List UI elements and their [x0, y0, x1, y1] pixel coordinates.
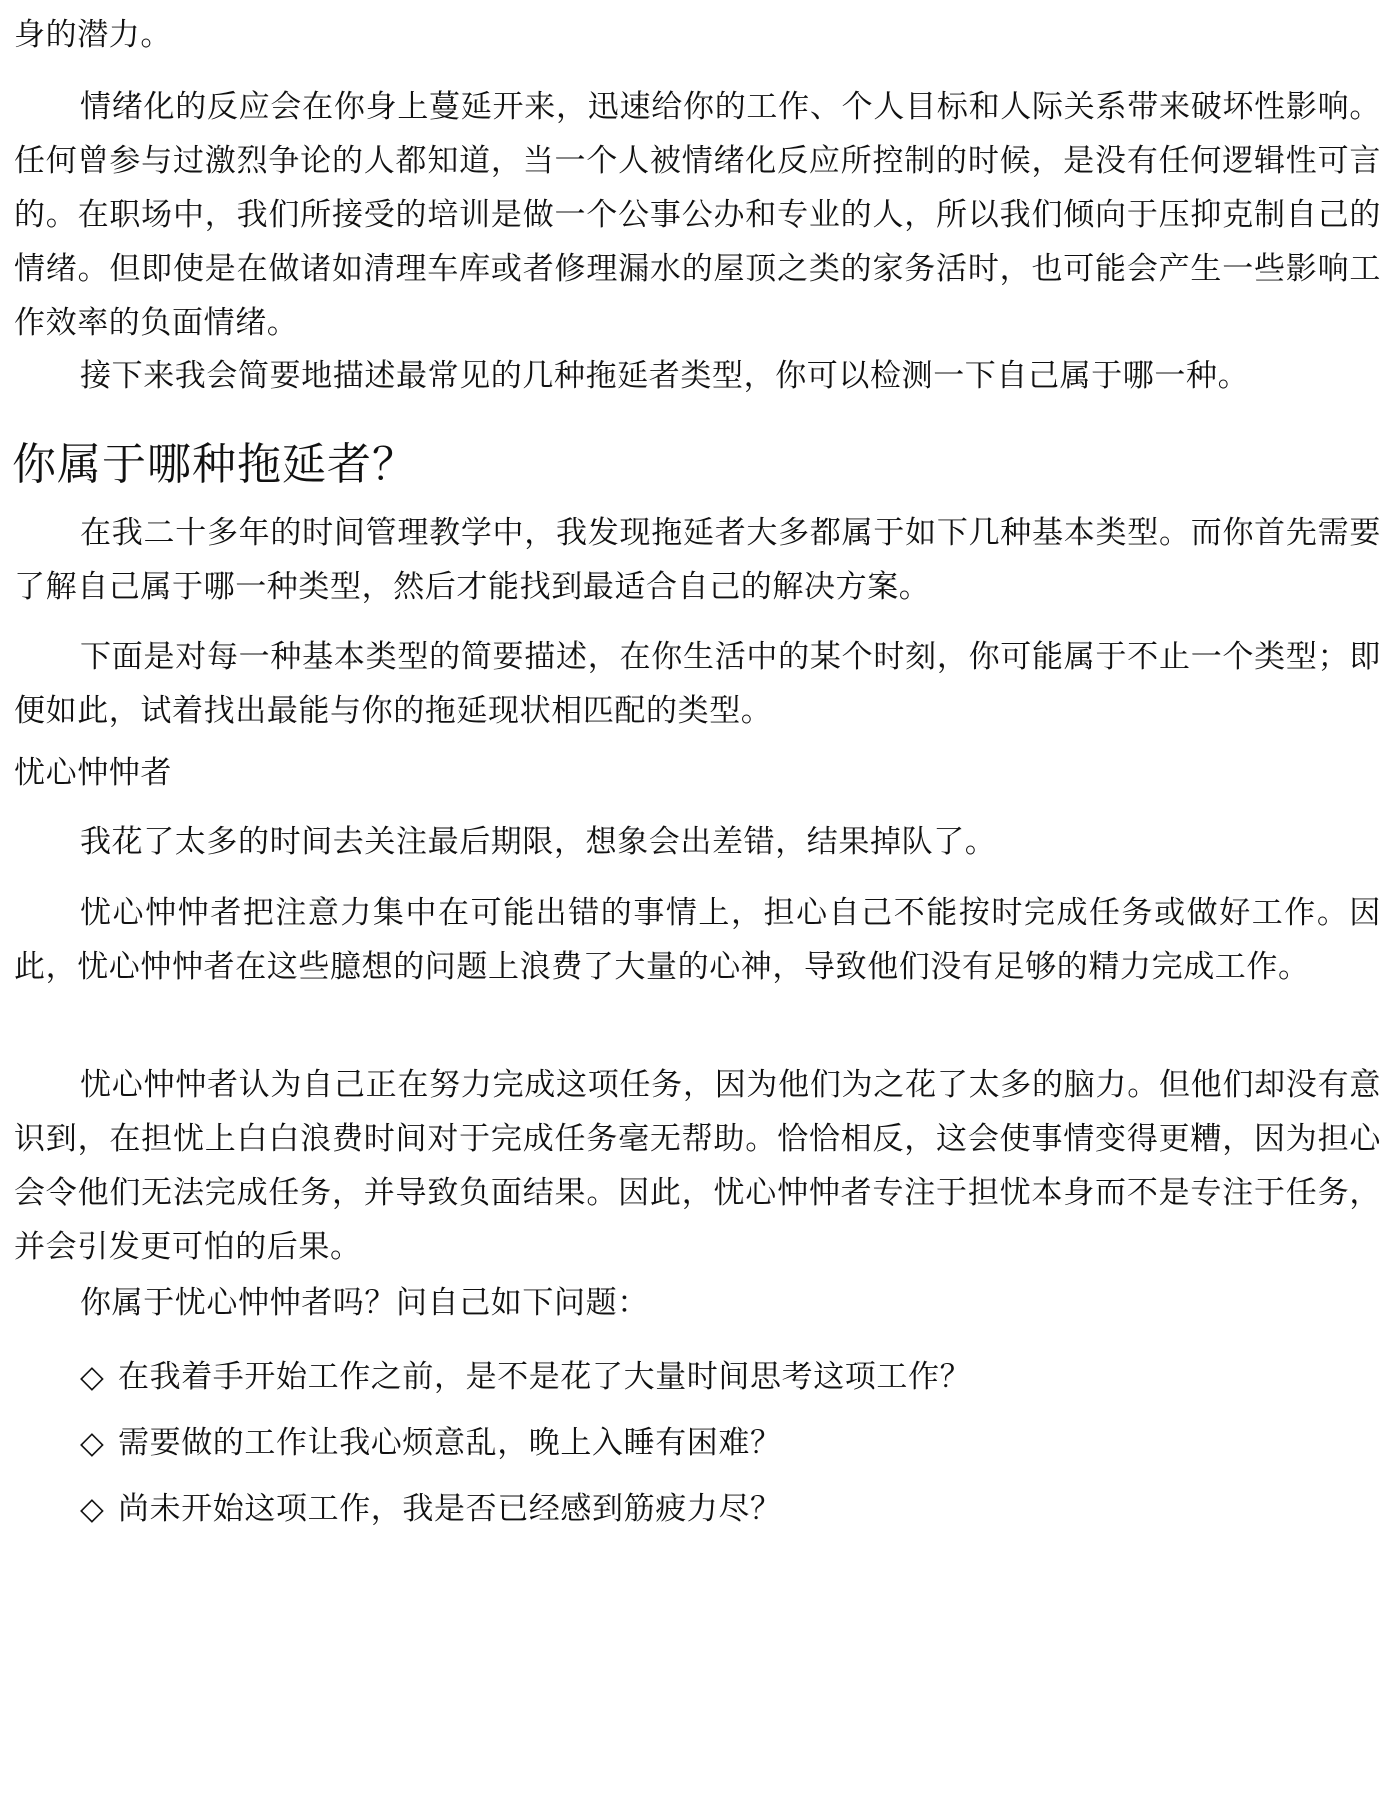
paragraph-type-description: 下面是对每一种基本类型的简要描述，在你生活中的某个时刻，你可能属于不止一个类型；即便如此，试着找出最能与你的拖延现状相匹配的类型。 [14, 639, 1381, 729]
question-item [80, 1487, 1370, 1531]
paragraph-intro-types: 接下来我会简要地描述最常见的几种拖延者类型，你可以检测一下自己属于哪一种。 [80, 358, 1250, 394]
diamond-bullet-icon: ◇ [80, 1359, 105, 1395]
diamond-bullet-icon: ◇ [80, 1425, 105, 1461]
subsection-heading-worrier: 忧心忡忡者 [14, 755, 172, 791]
section-heading: 你属于哪种拖延者？ [12, 439, 417, 490]
question-item [80, 1355, 1370, 1399]
paragraph-worrier-description: 忧心忡忡者把注意力集中在可能出错的事情上，担心自己不能按时完成任务或做好工作。因此，忧心忡忡者在这些臆想的问题上浪费了大量的心神，导致他们没有足够的精力完成工作。 [14, 895, 1381, 985]
paragraph-emotional-reaction: 情绪化的反应会在你身上蔓延开来，迅速给你的工作、个人目标和人际关系带来破坏性影响。任何曾参与过激烈争论的人都知道，当一个人被情绪化反应所控制的时候，是没有任何逻辑性可言的。在职场中，我们所接受的培训是做一个公事公办和专业的人，所以我们倾向于压抑克制自己的情绪。但即使是在做诸如清理车库或者修理漏水的屋顶之类的家务活时，也可能会产生一些影响工作效率的负面情绪。 [14, 89, 1381, 341]
paragraph-worrier-effect: 忧心忡忡者认为自己正在努力完成这项任务，因为他们为之花了太多的脑力。但他们却没有意识到，在担忧上白白浪费时间对于完成任务毫无帮助。恰恰相反，这会使事情变得更糟，因为担心会令他们无法完成任务，并导致负面结果。因此，忧心忡忡者专注于担忧本身而不是专注于任务，并会引发更可怕的后果。 [14, 1067, 1381, 1265]
question-text: 在我着手开始工作之前，是不是花了大量时间思考这项工作？ [118, 1359, 972, 1395]
question-item [80, 1421, 1370, 1465]
question-text: 需要做的工作让我心烦意乱，晚上入睡有困难？ [118, 1425, 782, 1461]
paragraph-worrier-quote: 我花了太多的时间去关注最后期限，想象会出差错，结果掉队了。 [80, 824, 997, 860]
paragraph-continuation: 身的潜力。 [14, 17, 172, 53]
paragraph-teaching-experience: 在我二十多年的时间管理教学中，我发现拖延者大多都属于如下几种基本类型。而你首先需要了解自己属于哪一种类型，然后才能找到最适合自己的解决方案。 [14, 515, 1381, 605]
paragraph-self-check-intro: 你属于忧心忡忡者吗？问自己如下问题： [80, 1285, 649, 1321]
question-text: 尚未开始这项工作，我是否已经感到筋疲力尽？ [118, 1491, 782, 1527]
diamond-bullet-icon: ◇ [80, 1491, 105, 1527]
